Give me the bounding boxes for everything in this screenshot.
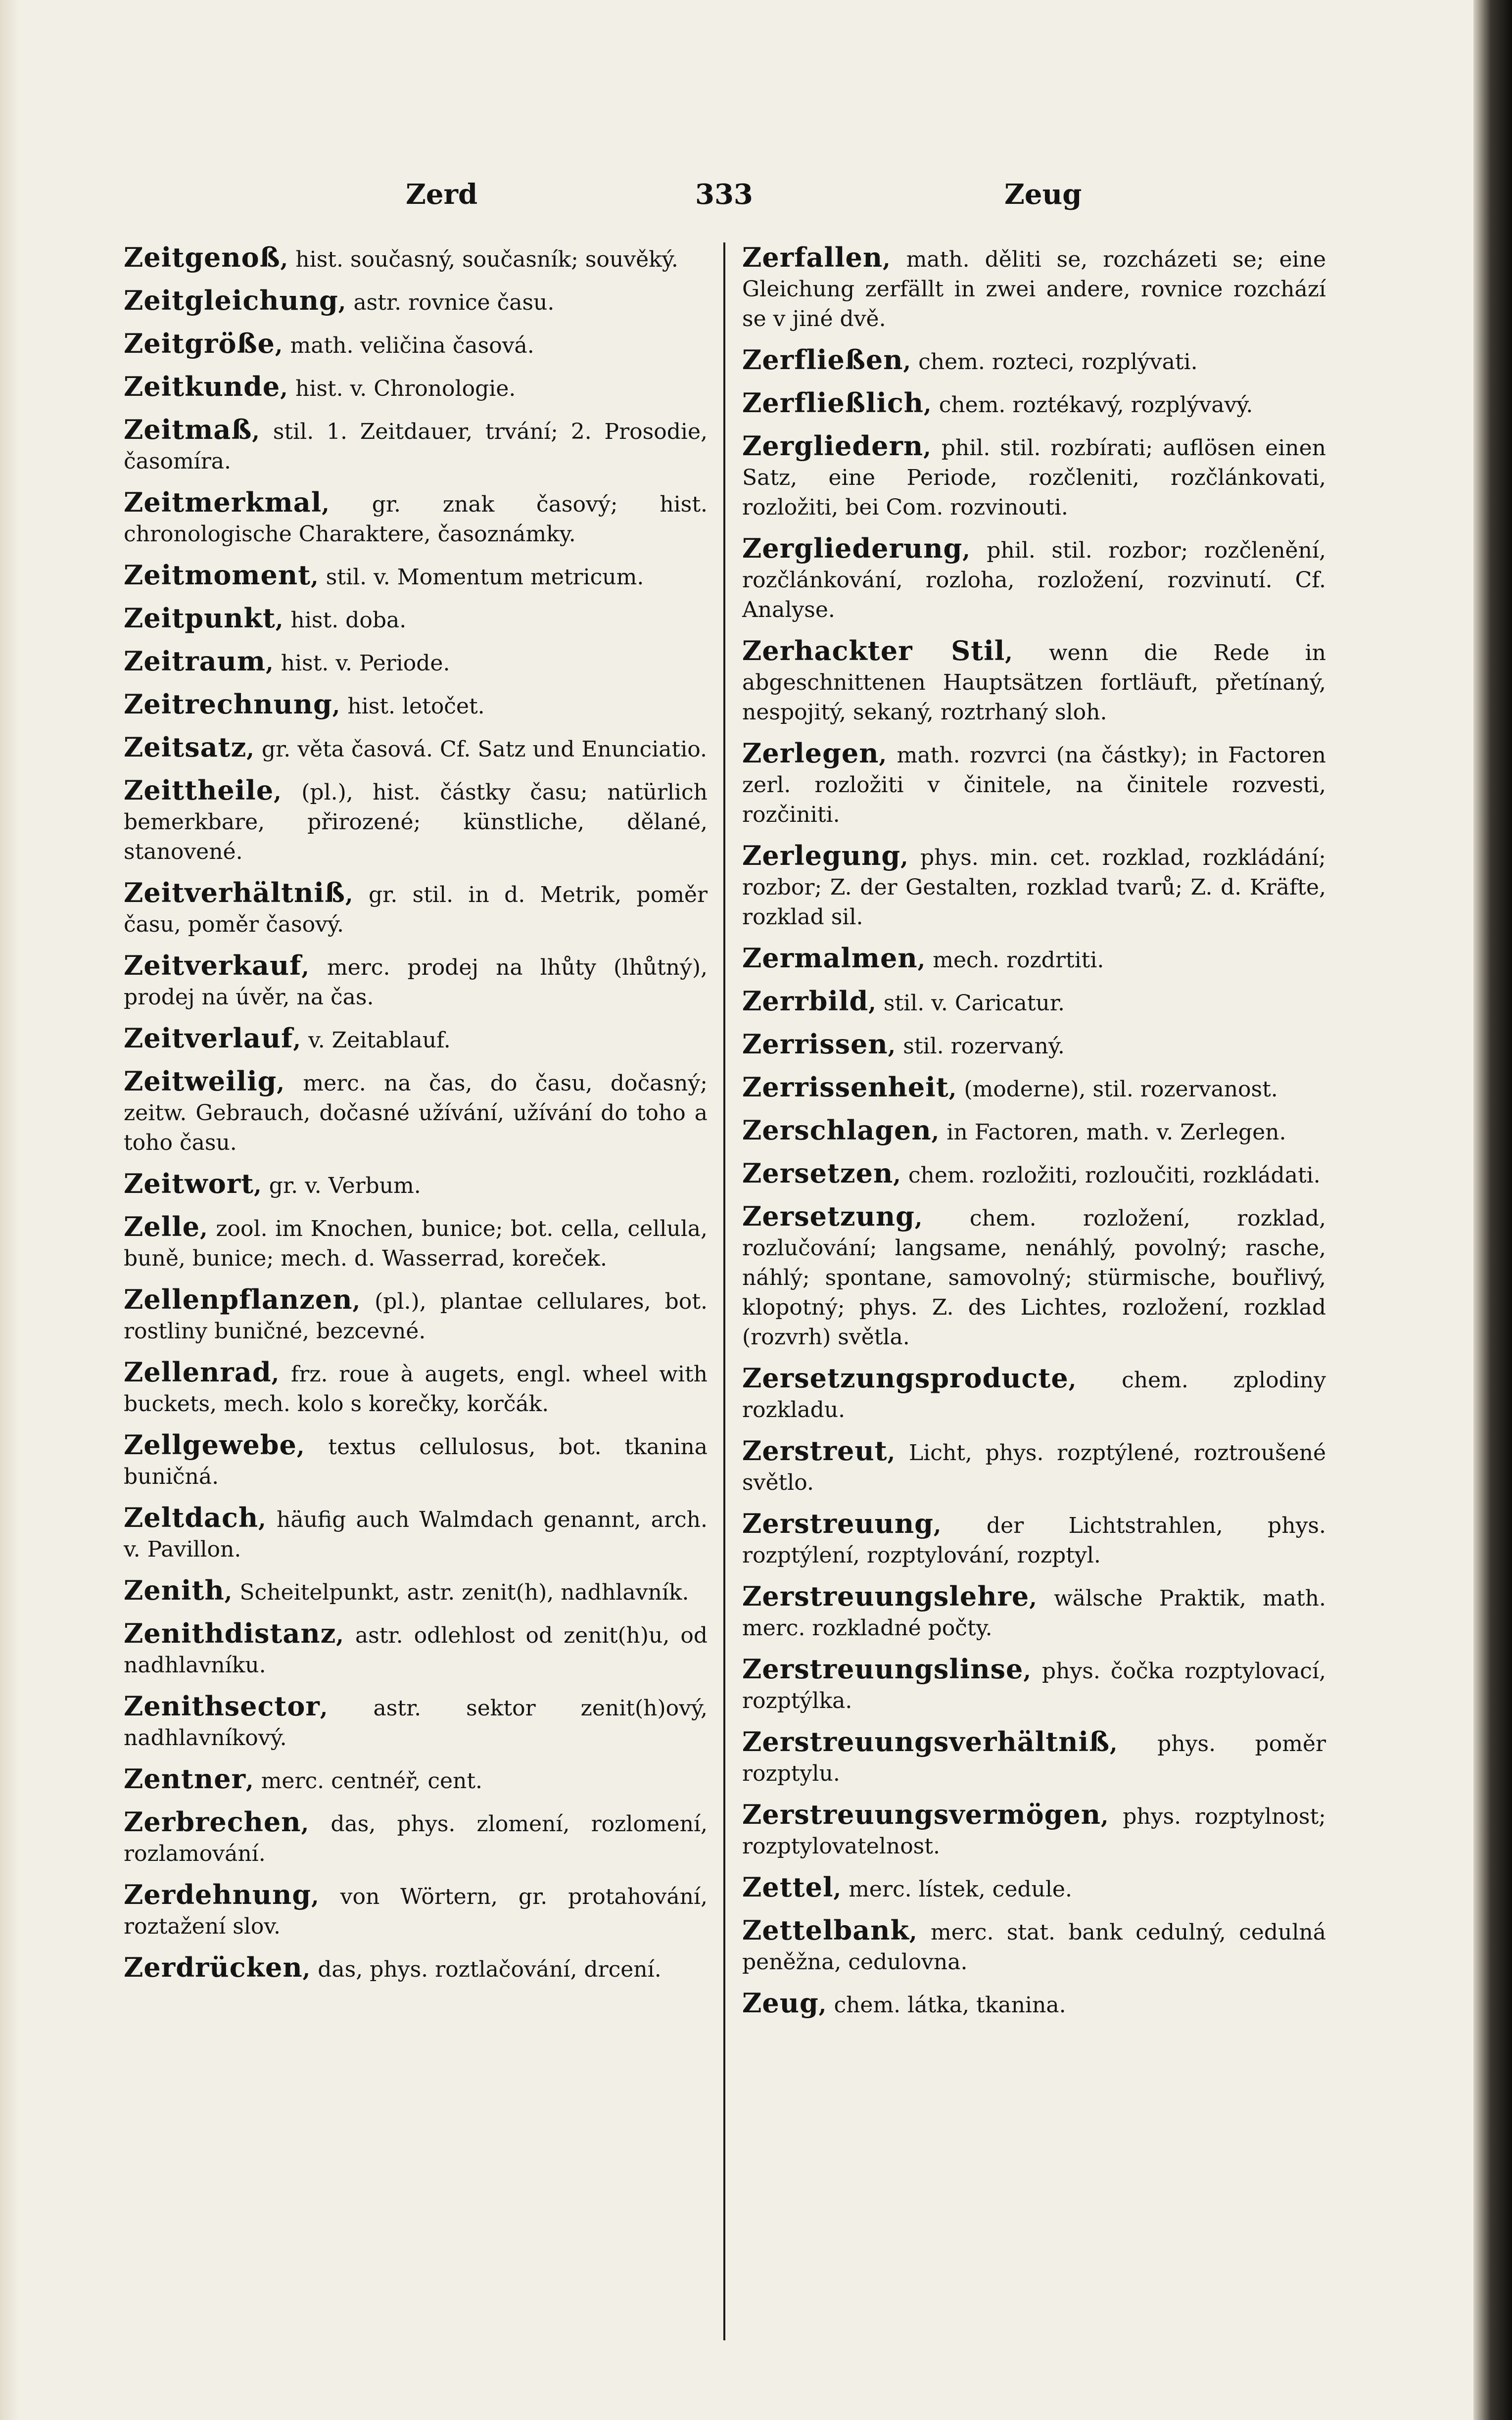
- entry-definition: chem. roztékavý, rozplývavý.: [939, 392, 1253, 418]
- dictionary-entry: Zerstreuungslehre, wälsche Praktik, math. merc. rozkladné počty.: [742, 1580, 1326, 1641]
- entry-headword: Zersetzungsproducte: [742, 1362, 1069, 1394]
- entry-headword: Zeitrechnung: [124, 688, 332, 720]
- entry-headword: Zeitmoment: [124, 559, 311, 591]
- entry-headword: Zerfließen: [742, 344, 903, 376]
- entry-definition: phys. min. cet. rozklad, rozkládání; rozbor; Z. der Gestalten, rozklad tvarů; Z. d. Kräfte, rozklad sil.: [742, 845, 1326, 930]
- entry-definition: hist. v. Periode.: [281, 651, 450, 676]
- entry-definition: chem. rozteci, rozplývati.: [918, 349, 1198, 375]
- entry-definition: frz. roue à augets, engl. wheel with buckets, mech. kolo s korečky, korčák.: [124, 1362, 708, 1417]
- dictionary-entry: Zerstreuungslinse, phys. čočka rozptylovací, rozptýlka.: [742, 1653, 1326, 1713]
- entry-definition: math. veličina časová.: [290, 333, 534, 358]
- column-divider: [723, 242, 725, 2340]
- dictionary-entry: Zeitpunkt, hist. doba.: [124, 602, 407, 634]
- entry-definition: phys. čočka rozptylovací, rozptýlka.: [742, 1659, 1326, 1713]
- entry-definition: gr. věta časová. Cf. Satz und Enunciatio.: [261, 737, 707, 762]
- entry-headword: Zeitgenoß: [124, 241, 281, 273]
- entry-headword: Zerstreuung: [742, 1508, 934, 1539]
- entry-headword: Zerschlagen: [742, 1114, 932, 1146]
- dictionary-entry: Zenithsector, astr. sektor zenit(h)ový, nadhlavníkový.: [124, 1690, 708, 1751]
- entry-definition: chem. rozložení, rozklad, rozlučování; langsame, nenáhlý, povolný; rasche, náhlý; spontane, samovolný; stürmische, bouřlivý, klopotný; phys. Z. des Lichtes, rozložení, rozklad (rozvrh) světla.: [742, 1206, 1326, 1350]
- entry-definition: Licht, phys. rozptýlené, roztroušené světlo.: [742, 1440, 1326, 1495]
- entry-definition: hist. letočet.: [347, 694, 485, 719]
- entry-headword: Zellenpflanzen: [124, 1283, 353, 1315]
- dictionary-entry: Zeitraum, hist. v. Periode.: [124, 645, 450, 677]
- entry-definition: Scheitelpunkt, astr. zenit(h), nadhlavník.: [239, 1580, 689, 1605]
- dictionary-entry: Zerschlagen, in Factoren, math. v. Zerlegen.: [742, 1114, 1286, 1146]
- entry-definition: chem. látka, tkanina.: [834, 1993, 1066, 2018]
- dictionary-entry: Zerlegen, math. rozvrci (na částky); in Factoren zerl. rozložiti v činitele, na činitele rozvesti, rozčiniti.: [742, 737, 1326, 827]
- entry-headword: Zeittheile: [124, 774, 274, 806]
- dictionary-entry: Zergliederung, phil. stil. rozbor; rozčlenění, rozčlánkování, rozloha, rozložení, rozvinutí. Cf. Analyse.: [742, 532, 1326, 622]
- dictionary-entry: Zeitgleichung, astr. rovnice času.: [124, 285, 555, 316]
- entry-definition: in Factoren, math. v. Zerlegen.: [946, 1120, 1286, 1145]
- entry-headword: Zermalmen: [742, 942, 918, 974]
- dictionary-entry: Zersetzungsproducte, chem. zplodiny rozkladu.: [742, 1362, 1326, 1423]
- dictionary-entry: Zellgewebe, textus cellulosus, bot. tkanina buničná.: [124, 1429, 708, 1489]
- entry-definition: häufig auch Walmdach genannt, arch. v. Pavillon.: [124, 1507, 708, 1562]
- dictionary-entry: Zeitkunde, hist. v. Chronologie.: [124, 371, 516, 402]
- entry-headword: Zerdrücken: [124, 1951, 303, 1983]
- entry-headword: Zerlegen: [742, 737, 879, 769]
- dictionary-entry: Zergliedern, phil. stil. rozbírati; auflösen einen Satz, eine Periode, rozčleniti, rozčlánkovati, rozložiti, bei Com. rozvinouti.: [742, 430, 1326, 520]
- entry-headword: Zerstreut: [742, 1435, 888, 1467]
- entry-headword: Zellenrad: [124, 1356, 272, 1388]
- running-header: [124, 178, 1336, 223]
- dictionary-entry: Zerfallen, math. děliti se, rozcházeti se; eine Gleichung zerfällt in zwei andere, rovnice rozchází se v jiné dvě.: [742, 241, 1326, 332]
- entry-headword: Zenith: [124, 1574, 225, 1606]
- left-column: [124, 242, 708, 1995]
- entry-headword: Zerlegung: [742, 840, 901, 871]
- entry-definition: phys. rozptylnost; rozptylovatelnost.: [742, 1804, 1326, 1859]
- entry-definition: wälsche Praktik, math. merc. rozkladné počty.: [742, 1586, 1326, 1641]
- entry-definition: stil. v. Caricatur.: [883, 991, 1065, 1016]
- dictionary-entry: Zeitweilig, merc. na čas, do času, dočasný; zeitw. Gebrauch, dočasné užívání, užívání do toho a toho času.: [124, 1065, 708, 1155]
- dictionary-entry: Zenith, Scheitelpunkt, astr. zenit(h), nadhlavník.: [124, 1574, 689, 1606]
- entry-definition: von Wörtern, gr. protahování, roztažení slov.: [124, 1884, 708, 1939]
- dictionary-entry: Zerfließlich, chem. roztékavý, rozplývavý.: [742, 387, 1253, 419]
- entry-definition: gr. znak časový; hist. chronologische Charaktere, časoznámky.: [124, 492, 708, 547]
- entry-definition: stil. rozervaný.: [903, 1034, 1065, 1059]
- entry-definition: (pl.), plantae cellulares, bot. rostliny buničné, bezcevné.: [124, 1289, 708, 1344]
- entry-definition: das, phys. roztlačování, drcení.: [318, 1957, 662, 1982]
- dictionary-entry: Zeitmaß, stil. 1. Zeitdauer, trvání; 2. Prosodie, časomíra.: [124, 414, 708, 474]
- entry-headword: Zerfließlich: [742, 387, 924, 419]
- dictionary-entry: Zellenrad, frz. roue à augets, engl. wheel with buckets, mech. kolo s korečky, korčák.: [124, 1356, 708, 1417]
- entry-headword: Zerrbild: [742, 985, 869, 1017]
- dictionary-entry: Zelle, zool. im Knochen, bunice; bot. cella, cellula, buně, bunice; mech. d. Wasserrad, koreček.: [124, 1211, 708, 1271]
- entry-definition: der Lichtstrahlen, phys. rozptýlení, rozptylování, rozptyl.: [742, 1513, 1326, 1568]
- entry-definition: (moderne), stil. rozervanost.: [964, 1077, 1278, 1102]
- dictionary-entry: Zeitwort, gr. v. Verbum.: [124, 1168, 421, 1199]
- entry-headword: Zeitgröße: [124, 328, 275, 359]
- entry-headword: Zeitmaß: [124, 414, 252, 445]
- entry-headword: Zeitkunde: [124, 371, 281, 402]
- entry-definition: chem. rozložiti, rozloučiti, rozkládati.: [908, 1163, 1321, 1188]
- dictionary-entry: Zeitgenoß, hist. současný, současník; souvěký.: [124, 241, 678, 273]
- entry-headword: Zergliedern: [742, 430, 924, 462]
- dictionary-entry: Zeitrechnung, hist. letočet.: [124, 688, 485, 720]
- entry-definition: hist. v. Chronologie.: [295, 376, 516, 401]
- dictionary-entry: Zersetzen, chem. rozložiti, rozloučiti, rozkládati.: [742, 1157, 1321, 1189]
- entry-headword: Zerstreuungslehre: [742, 1580, 1030, 1612]
- entry-headword: Zentner: [124, 1763, 246, 1795]
- entry-definition: phil. stil. rozbírati; auflösen einen Satz, eine Periode, rozčleniti, rozčlánkovati, rozložiti, bei Com. rozvinouti.: [742, 435, 1326, 520]
- entry-definition: v. Zeitablauf.: [308, 1028, 451, 1053]
- dictionary-entry: Zeitsatz, gr. věta časová. Cf. Satz und Enunciatio.: [124, 731, 707, 763]
- entry-headword: Zerdehnung: [124, 1879, 312, 1910]
- entry-definition: textus cellulosus, bot. tkanina buničná.: [124, 1434, 708, 1489]
- entry-definition: gr. v. Verbum.: [269, 1173, 421, 1198]
- dictionary-entry: Zenithdistanz, astr. odlehlost od zenit(h)u, od nadhlavníku.: [124, 1617, 708, 1678]
- entry-headword: Zellgewebe: [124, 1429, 297, 1461]
- entry-definition: das, phys. zlomení, rozlomení, rozlamování.: [124, 1811, 708, 1866]
- entry-definition: merc. prodej na lhůty (lhůtný), prodej na úvěr, na čas.: [124, 955, 708, 1010]
- entry-definition: merc. centnéř, cent.: [261, 1768, 483, 1794]
- entry-headword: Zeltdach: [124, 1502, 259, 1533]
- entry-headword: Zerhackter Stil: [742, 635, 1005, 666]
- entry-definition: chem. zplodiny rozkladu.: [742, 1368, 1326, 1423]
- dictionary-entry: Zettel, merc. lístek, cedule.: [742, 1871, 1072, 1903]
- dictionary-entry: Zeltdach, häufig auch Walmdach genannt, arch. v. Pavillon.: [124, 1502, 708, 1562]
- entry-headword: Zenithdistanz: [124, 1617, 336, 1649]
- dictionary-entry: Zersetzung, chem. rozložení, rozklad, rozlučování; langsame, nenáhlý, povolný; rasche, náhlý; spontane, samovolný; stürmische, bouřlivý, klopotný; phys. Z. des Lichtes, rozložení, rozklad (rozvrh) světla.: [742, 1200, 1326, 1350]
- dictionary-entry: Zeug, chem. látka, tkanina.: [742, 1987, 1066, 2019]
- entry-definition: (pl.), hist. částky času; natürlich bemerkbare, přirozené; künstliche, dělané, stanovené.: [124, 780, 708, 864]
- header-first-word: Zerd: [406, 178, 478, 211]
- dictionary-entry: Zerstreuungsvermögen, phys. rozptylnost; rozptylovatelnost.: [742, 1799, 1326, 1859]
- entry-headword: Zeitverkauf: [124, 949, 302, 981]
- dictionary-entry: Zerstreut, Licht, phys. rozptýlené, roztroušené světlo.: [742, 1435, 1326, 1495]
- page-binding-edge: [1473, 0, 1512, 2420]
- entry-definition: astr. rovnice času.: [353, 290, 555, 315]
- entry-headword: Zeitsatz: [124, 731, 247, 763]
- entry-definition: gr. stil. in d. Metrik, poměr času, poměr časový.: [124, 882, 708, 937]
- entry-definition: astr. sektor zenit(h)ový, nadhlavníkový.: [124, 1696, 708, 1751]
- entry-headword: Zeitverhältniß: [124, 877, 345, 908]
- entry-definition: math. děliti se, rozcházeti se; eine Gleichung zerfällt in zwei andere, rovnice rozchází se v jiné dvě.: [742, 247, 1326, 332]
- dictionary-entry: Zerstreuung, der Lichtstrahlen, phys. rozptýlení, rozptylování, rozptyl.: [742, 1508, 1326, 1568]
- entry-definition: phil. stil. rozbor; rozčlenění, rozčlánkování, rozloha, rozložení, rozvinutí. Cf. Analyse.: [742, 538, 1326, 622]
- entry-headword: Zeitmerkmal: [124, 486, 322, 518]
- dictionary-page: [124, 178, 1336, 2019]
- entry-headword: Zersetzung: [742, 1200, 915, 1232]
- dictionary-entry: Zerrbild, stil. v. Caricatur.: [742, 985, 1065, 1017]
- dictionary-entry: Zerrissen, stil. rozervaný.: [742, 1028, 1065, 1060]
- page-number: 333: [695, 178, 753, 211]
- entry-definition: phys. poměr rozptylu.: [742, 1731, 1326, 1786]
- dictionary-entry: Zeitmerkmal, gr. znak časový; hist. chronologische Charaktere, časoznámky.: [124, 486, 708, 547]
- entry-headword: Zerrissenheit: [742, 1071, 949, 1103]
- entry-headword: Zettelbank: [742, 1914, 909, 1946]
- entry-definition: stil. 1. Zeitdauer, trvání; 2. Prosodie, časomíra.: [124, 419, 708, 474]
- entry-headword: Zeug: [742, 1987, 819, 2019]
- entry-headword: Zeitweilig: [124, 1065, 277, 1097]
- dictionary-entry: Zentner, merc. centnéř, cent.: [124, 1763, 483, 1795]
- entry-headword: Zeitwort: [124, 1168, 254, 1199]
- dictionary-entry: Zeitgröße, math. veličina časová.: [124, 328, 534, 359]
- dictionary-entry: Zeitverkauf, merc. prodej na lhůty (lhůtný), prodej na úvěr, na čas.: [124, 949, 708, 1010]
- entry-definition: mech. rozdrtiti.: [933, 948, 1104, 973]
- dictionary-entry: Zerstreuungsverhältniß, phys. poměr rozptylu.: [742, 1726, 1326, 1786]
- entry-headword: Zenithsector: [124, 1690, 320, 1722]
- header-last-word: Zeug: [1004, 178, 1082, 211]
- right-column: [742, 242, 1326, 2031]
- dictionary-entry: Zeitverhältniß, gr. stil. in d. Metrik, poměr času, poměr časový.: [124, 877, 708, 937]
- entry-definition: zool. im Knochen, bunice; bot. cella, cellula, buně, bunice; mech. d. Wasserrad, koreček.: [124, 1216, 708, 1271]
- entry-definition: merc. lístek, cedule.: [849, 1877, 1072, 1902]
- entry-headword: Zerstreuungslinse: [742, 1653, 1024, 1685]
- entry-definition: wenn die Rede in abgeschnittenen Hauptsätzen fortläuft, přetínaný, nespojitý, sekaný, roztrhaný sloh.: [742, 640, 1326, 725]
- page-shadow-left: [0, 0, 20, 2420]
- entry-headword: Zerstreuungsverhältniß: [742, 1726, 1110, 1757]
- dictionary-entry: Zeittheile, (pl.), hist. částky času; natürlich bemerkbare, přirozené; künstliche, dělané, stanovené.: [124, 774, 708, 864]
- entry-headword: Zersetzen: [742, 1157, 894, 1189]
- entry-definition: merc. na čas, do času, dočasný; zeitw. Gebrauch, dočasné užívání, užívání do toho a toho času.: [124, 1071, 708, 1155]
- dictionary-entry: Zerrissenheit, (moderne), stil. rozervanost.: [742, 1071, 1278, 1103]
- entry-definition: astr. odlehlost od zenit(h)u, od nadhlavníku.: [124, 1623, 708, 1678]
- entry-headword: Zerbrechen: [124, 1806, 301, 1838]
- entry-headword: Zerfallen: [742, 241, 883, 273]
- dictionary-entry: Zeitverlauf, v. Zeitablauf.: [124, 1022, 451, 1054]
- dictionary-entry: Zermalmen, mech. rozdrtiti.: [742, 942, 1104, 974]
- dictionary-entry: Zerdrücken, das, phys. roztlačování, drcení.: [124, 1951, 662, 1983]
- dictionary-entry: Zeitmoment, stil. v. Momentum metricum.: [124, 559, 644, 591]
- entry-headword: Zeitraum: [124, 645, 266, 677]
- entry-headword: Zergliederung: [742, 532, 963, 564]
- dictionary-entry: Zettelbank, merc. stat. bank cedulný, cedulná peněžna, cedulovna.: [742, 1914, 1326, 1975]
- dictionary-entry: Zerlegung, phys. min. cet. rozklad, rozkládání; rozbor; Z. der Gestalten, rozklad tvarů; Z. d. Kräfte, rozklad sil.: [742, 840, 1326, 930]
- dictionary-entry: Zerbrechen, das, phys. zlomení, rozlomení, rozlamování.: [124, 1806, 708, 1866]
- entry-headword: Zerrissen: [742, 1028, 888, 1060]
- entry-headword: Zettel: [742, 1871, 834, 1903]
- entry-headword: Zeitpunkt: [124, 602, 276, 634]
- entry-headword: Zerstreuungsvermögen: [742, 1799, 1101, 1830]
- dictionary-entry: Zerhackter Stil, wenn die Rede in abgeschnittenen Hauptsätzen fortläuft, přetínaný, nespojitý, sekaný, roztrhaný sloh.: [742, 635, 1326, 725]
- dictionary-entry: Zerdehnung, von Wörtern, gr. protahování, roztažení slov.: [124, 1879, 708, 1939]
- entry-headword: Zeitverlauf: [124, 1022, 293, 1054]
- entry-definition: hist. současný, současník; souvěký.: [295, 247, 678, 272]
- entry-definition: math. rozvrci (na částky); in Factoren zerl. rozložiti v činitele, na činitele rozvesti, rozčiniti.: [742, 743, 1326, 827]
- entry-headword: Zelle: [124, 1211, 200, 1242]
- entry-definition: merc. stat. bank cedulný, cedulná peněžna, cedulovna.: [742, 1920, 1326, 1975]
- dictionary-entry: Zellenpflanzen, (pl.), plantae cellulares, bot. rostliny buničné, bezcevné.: [124, 1283, 708, 1344]
- entry-definition: hist. doba.: [290, 608, 407, 633]
- dictionary-entry: Zerfließen, chem. rozteci, rozplývati.: [742, 344, 1198, 376]
- entry-definition: stil. v. Momentum metricum.: [326, 565, 644, 590]
- entry-headword: Zeitgleichung: [124, 285, 338, 316]
